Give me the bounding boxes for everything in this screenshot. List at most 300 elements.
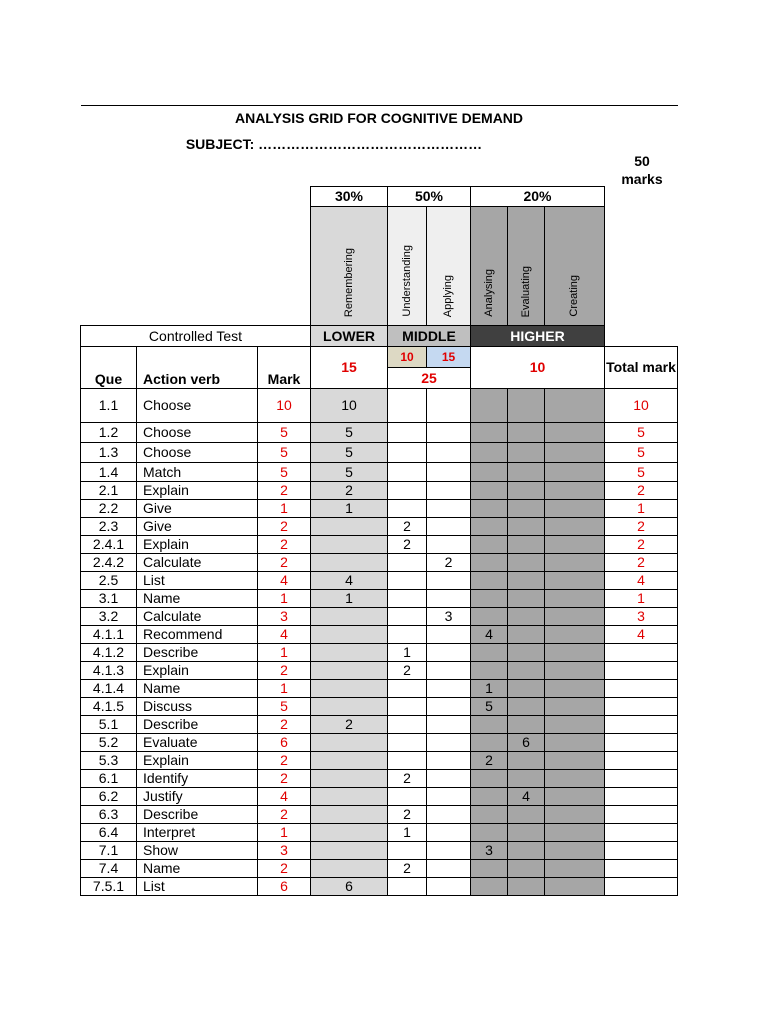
level-cell-applying xyxy=(427,572,471,590)
level-cell-applying xyxy=(427,389,471,423)
level-cell-creating xyxy=(545,500,605,518)
question-number: 2.5 xyxy=(81,572,137,590)
question-mark: 6 xyxy=(258,878,311,896)
level-cell-understanding: 2 xyxy=(388,806,427,824)
action-verb: Explain xyxy=(137,752,258,770)
level-cell-evaluating: 6 xyxy=(508,734,545,752)
question-number: 6.4 xyxy=(81,824,137,842)
question-mark: 2 xyxy=(258,518,311,536)
table-row xyxy=(81,734,678,752)
question-number: 7.5.1 xyxy=(81,878,137,896)
question-number: 6.3 xyxy=(81,806,137,824)
level-cell-analysing xyxy=(471,482,508,500)
level-cell-analysing: 4 xyxy=(471,626,508,644)
level-cell-understanding xyxy=(388,626,427,644)
analysis-grid xyxy=(80,186,678,896)
level-header-creating: Creating xyxy=(545,207,605,326)
question-number: 1.3 xyxy=(81,443,137,463)
level-cell-understanding xyxy=(388,554,427,572)
level-cell-remembering: 2 xyxy=(311,482,388,500)
level-cell-creating xyxy=(545,482,605,500)
action-verb: Show xyxy=(137,842,258,860)
level-cell-remembering: 5 xyxy=(311,423,388,443)
action-verb: List xyxy=(137,572,258,590)
level-cell-applying xyxy=(427,860,471,878)
question-number: 2.4.2 xyxy=(81,554,137,572)
page-title: ANALYSIS GRID FOR COGNITIVE DEMAND xyxy=(234,110,524,126)
level-cell-understanding: 1 xyxy=(388,644,427,662)
question-number: 4.1.5 xyxy=(81,698,137,716)
level-cell-remembering xyxy=(311,554,388,572)
level-cell-remembering: 1 xyxy=(311,500,388,518)
question-mark: 10 xyxy=(258,389,311,423)
level-cell-remembering xyxy=(311,626,388,644)
total-marks-note xyxy=(612,152,672,188)
band-middle: MIDDLE xyxy=(388,326,471,347)
table-row xyxy=(81,518,678,536)
level-cell-applying xyxy=(427,770,471,788)
level-cell-creating xyxy=(545,860,605,878)
level-cell-remembering: 4 xyxy=(311,572,388,590)
total-mark xyxy=(605,806,678,824)
level-cell-analysing xyxy=(471,716,508,734)
level-cell-evaluating xyxy=(508,572,545,590)
level-cell-evaluating xyxy=(508,554,545,572)
header-total-mark: Total mark xyxy=(605,347,678,389)
level-cell-evaluating xyxy=(508,608,545,626)
level-cell-remembering xyxy=(311,608,388,626)
level-cell-evaluating xyxy=(508,590,545,608)
total-mark xyxy=(605,680,678,698)
level-cell-evaluating xyxy=(508,806,545,824)
level-cell-creating xyxy=(545,878,605,896)
total-mark xyxy=(605,734,678,752)
level-cell-remembering xyxy=(311,842,388,860)
level-cell-remembering xyxy=(311,770,388,788)
question-number: 2.3 xyxy=(81,518,137,536)
table-row xyxy=(81,389,678,423)
total-mark xyxy=(605,698,678,716)
question-number: 5.2 xyxy=(81,734,137,752)
question-number: 4.1.3 xyxy=(81,662,137,680)
total-marks-unit: marks xyxy=(621,171,663,187)
level-cell-remembering xyxy=(311,644,388,662)
level-cell-analysing xyxy=(471,554,508,572)
level-cell-creating xyxy=(545,806,605,824)
lower-band-mark: 15 xyxy=(311,347,388,389)
level-cell-applying xyxy=(427,806,471,824)
level-cell-creating xyxy=(545,842,605,860)
level-cell-understanding xyxy=(388,463,427,482)
level-cell-analysing xyxy=(471,770,508,788)
level-cell-remembering: 1 xyxy=(311,590,388,608)
level-cell-remembering xyxy=(311,752,388,770)
total-mark xyxy=(605,824,678,842)
level-cell-analysing: 5 xyxy=(471,698,508,716)
level-cell-evaluating xyxy=(508,680,545,698)
level-cell-applying: 3 xyxy=(427,608,471,626)
level-cell-understanding xyxy=(388,482,427,500)
question-number: 4.1.2 xyxy=(81,644,137,662)
table-row xyxy=(81,662,678,680)
level-cell-evaluating xyxy=(508,500,545,518)
action-verb: Describe xyxy=(137,806,258,824)
level-cell-evaluating xyxy=(508,860,545,878)
total-mark: 1 xyxy=(605,590,678,608)
question-number: 4.1.1 xyxy=(81,626,137,644)
level-cell-analysing xyxy=(471,518,508,536)
level-cell-applying xyxy=(427,824,471,842)
level-cell-remembering xyxy=(311,536,388,554)
level-cell-creating xyxy=(545,608,605,626)
level-cell-remembering xyxy=(311,788,388,806)
understanding-band-mark: 10 xyxy=(388,347,427,368)
level-cell-evaluating xyxy=(508,423,545,443)
level-cell-analysing xyxy=(471,423,508,443)
total-mark: 4 xyxy=(605,572,678,590)
table-row xyxy=(81,842,678,860)
level-cell-evaluating xyxy=(508,752,545,770)
level-cell-creating xyxy=(545,698,605,716)
total-mark: 2 xyxy=(605,518,678,536)
header-action-verb: Action verb xyxy=(137,347,258,389)
total-mark xyxy=(605,644,678,662)
table-row xyxy=(81,572,678,590)
level-header-analysing: Analysing xyxy=(471,207,508,326)
total-mark xyxy=(605,878,678,896)
level-cell-analysing xyxy=(471,608,508,626)
level-cell-evaluating xyxy=(508,443,545,463)
level-cell-understanding: 2 xyxy=(388,770,427,788)
level-cell-creating xyxy=(545,662,605,680)
level-cell-creating xyxy=(545,734,605,752)
action-verb: Choose xyxy=(137,389,258,423)
table-row xyxy=(81,482,678,500)
level-cell-understanding xyxy=(388,752,427,770)
table-row xyxy=(81,536,678,554)
question-number: 1.4 xyxy=(81,463,137,482)
table-row xyxy=(81,608,678,626)
question-number: 2.1 xyxy=(81,482,137,500)
level-cell-evaluating xyxy=(508,518,545,536)
level-cell-understanding xyxy=(388,878,427,896)
level-cell-understanding xyxy=(388,608,427,626)
level-cell-analysing xyxy=(471,662,508,680)
level-cell-understanding xyxy=(388,443,427,463)
table-row xyxy=(81,463,678,482)
table-row xyxy=(81,554,678,572)
level-cell-evaluating xyxy=(508,482,545,500)
question-mark: 6 xyxy=(258,734,311,752)
action-verb: Explain xyxy=(137,662,258,680)
level-header-applying: Applying xyxy=(427,207,471,326)
table-row xyxy=(81,752,678,770)
level-cell-creating xyxy=(545,536,605,554)
question-number: 2.2 xyxy=(81,500,137,518)
level-cell-remembering: 10 xyxy=(311,389,388,423)
level-cell-applying xyxy=(427,536,471,554)
applying-band-mark: 15 xyxy=(427,347,471,368)
level-cell-creating xyxy=(545,626,605,644)
level-cell-creating xyxy=(545,554,605,572)
level-cell-evaluating xyxy=(508,716,545,734)
question-number: 7.1 xyxy=(81,842,137,860)
level-cell-creating xyxy=(545,752,605,770)
level-cell-applying xyxy=(427,463,471,482)
action-verb: Give xyxy=(137,500,258,518)
action-verb: Match xyxy=(137,463,258,482)
level-cell-understanding xyxy=(388,680,427,698)
level-cell-creating xyxy=(545,463,605,482)
level-cell-understanding xyxy=(388,590,427,608)
level-cell-applying xyxy=(427,842,471,860)
question-mark: 1 xyxy=(258,590,311,608)
level-cell-analysing xyxy=(471,644,508,662)
level-cell-evaluating xyxy=(508,878,545,896)
question-mark: 4 xyxy=(258,626,311,644)
total-mark: 1 xyxy=(605,500,678,518)
level-cell-understanding: 1 xyxy=(388,824,427,842)
level-cell-remembering xyxy=(311,734,388,752)
header-que: Que xyxy=(81,347,137,389)
level-cell-applying: 2 xyxy=(427,554,471,572)
level-cell-applying xyxy=(427,662,471,680)
table-row xyxy=(81,443,678,463)
table-row xyxy=(81,644,678,662)
question-mark: 2 xyxy=(258,554,311,572)
total-mark xyxy=(605,662,678,680)
lower-percentage: 30% xyxy=(311,187,388,207)
total-mark xyxy=(605,716,678,734)
question-mark: 4 xyxy=(258,788,311,806)
level-cell-understanding xyxy=(388,788,427,806)
table-row xyxy=(81,590,678,608)
question-number: 5.3 xyxy=(81,752,137,770)
level-cell-applying xyxy=(427,734,471,752)
subject-line: SUBJECT: ………………………………………… xyxy=(185,136,483,152)
level-cell-creating xyxy=(545,770,605,788)
total-mark: 5 xyxy=(605,423,678,443)
action-verb: Name xyxy=(137,680,258,698)
question-mark: 1 xyxy=(258,500,311,518)
total-mark: 5 xyxy=(605,443,678,463)
action-verb: Interpret xyxy=(137,824,258,842)
action-verb: Name xyxy=(137,590,258,608)
level-cell-understanding xyxy=(388,500,427,518)
total-mark xyxy=(605,770,678,788)
question-mark: 5 xyxy=(258,423,311,443)
band-higher: HIGHER xyxy=(471,326,605,347)
total-mark xyxy=(605,842,678,860)
total-mark: 3 xyxy=(605,608,678,626)
action-verb: Recommend xyxy=(137,626,258,644)
level-cell-applying xyxy=(427,482,471,500)
total-mark xyxy=(605,788,678,806)
band-lower: LOWER xyxy=(311,326,388,347)
question-number: 1.2 xyxy=(81,423,137,443)
level-cell-applying xyxy=(427,423,471,443)
action-verb: Explain xyxy=(137,482,258,500)
question-number: 3.2 xyxy=(81,608,137,626)
level-cell-remembering xyxy=(311,662,388,680)
level-cell-remembering xyxy=(311,824,388,842)
level-cell-evaluating xyxy=(508,770,545,788)
level-cell-evaluating xyxy=(508,536,545,554)
question-mark: 5 xyxy=(258,443,311,463)
action-verb: Choose xyxy=(137,443,258,463)
table-row xyxy=(81,500,678,518)
question-mark: 1 xyxy=(258,680,311,698)
level-cell-remembering xyxy=(311,698,388,716)
level-cell-creating xyxy=(545,518,605,536)
level-cell-analysing xyxy=(471,443,508,463)
total-mark: 2 xyxy=(605,554,678,572)
level-cell-creating xyxy=(545,788,605,806)
level-cell-remembering: 5 xyxy=(311,443,388,463)
table-row xyxy=(81,770,678,788)
question-mark: 2 xyxy=(258,482,311,500)
level-cell-understanding xyxy=(388,698,427,716)
question-mark: 2 xyxy=(258,662,311,680)
middle-percentage: 50% xyxy=(388,187,471,207)
level-cell-creating xyxy=(545,572,605,590)
question-mark: 2 xyxy=(258,536,311,554)
level-cell-applying xyxy=(427,698,471,716)
level-cell-analysing: 3 xyxy=(471,842,508,860)
level-cell-understanding: 2 xyxy=(388,518,427,536)
level-cell-creating xyxy=(545,644,605,662)
level-cell-understanding xyxy=(388,734,427,752)
total-mark: 5 xyxy=(605,463,678,482)
table-row xyxy=(81,698,678,716)
table-row xyxy=(81,716,678,734)
level-cell-understanding xyxy=(388,572,427,590)
question-mark: 2 xyxy=(258,716,311,734)
level-cell-evaluating xyxy=(508,842,545,860)
level-cell-applying xyxy=(427,716,471,734)
level-cell-analysing xyxy=(471,463,508,482)
middle-band-mark: 25 xyxy=(388,368,471,389)
action-verb: Calculate xyxy=(137,608,258,626)
question-number: 6.2 xyxy=(81,788,137,806)
question-mark: 1 xyxy=(258,644,311,662)
level-cell-understanding: 2 xyxy=(388,860,427,878)
level-cell-applying xyxy=(427,680,471,698)
question-mark: 3 xyxy=(258,842,311,860)
action-verb: Identify xyxy=(137,770,258,788)
level-cell-applying xyxy=(427,500,471,518)
level-cell-remembering: 5 xyxy=(311,463,388,482)
level-cell-evaluating xyxy=(508,698,545,716)
level-header-understanding: Understanding xyxy=(388,207,427,326)
level-cell-analysing xyxy=(471,389,508,423)
level-cell-evaluating xyxy=(508,463,545,482)
level-cell-remembering xyxy=(311,806,388,824)
level-cell-analysing xyxy=(471,824,508,842)
level-cell-creating xyxy=(545,590,605,608)
question-number: 2.4.1 xyxy=(81,536,137,554)
level-cell-understanding: 2 xyxy=(388,662,427,680)
level-cell-remembering: 2 xyxy=(311,716,388,734)
total-mark xyxy=(605,752,678,770)
level-header-evaluating: Evaluating xyxy=(508,207,545,326)
top-rule xyxy=(81,105,678,106)
table-row xyxy=(81,860,678,878)
level-cell-understanding xyxy=(388,389,427,423)
level-cell-applying xyxy=(427,443,471,463)
level-cell-analysing xyxy=(471,806,508,824)
level-cell-evaluating xyxy=(508,389,545,423)
level-cell-remembering xyxy=(311,518,388,536)
higher-percentage: 20% xyxy=(471,187,605,207)
question-mark: 2 xyxy=(258,770,311,788)
level-cell-analysing: 2 xyxy=(471,752,508,770)
question-number: 4.1.4 xyxy=(81,680,137,698)
level-cell-evaluating xyxy=(508,644,545,662)
question-number: 3.1 xyxy=(81,590,137,608)
action-verb: Name xyxy=(137,860,258,878)
action-verb: Explain xyxy=(137,536,258,554)
action-verb: Evaluate xyxy=(137,734,258,752)
level-cell-analysing xyxy=(471,878,508,896)
table-row xyxy=(81,788,678,806)
level-cell-creating xyxy=(545,824,605,842)
level-cell-analysing: 1 xyxy=(471,680,508,698)
action-verb: Give xyxy=(137,518,258,536)
level-cell-understanding: 2 xyxy=(388,536,427,554)
level-cell-creating xyxy=(545,423,605,443)
table-row xyxy=(81,423,678,443)
question-mark: 2 xyxy=(258,806,311,824)
level-cell-remembering xyxy=(311,680,388,698)
header-mark: Mark xyxy=(258,347,311,389)
level-cell-evaluating xyxy=(508,824,545,842)
action-verb: Describe xyxy=(137,716,258,734)
total-mark: 2 xyxy=(605,536,678,554)
question-mark: 4 xyxy=(258,572,311,590)
level-cell-evaluating xyxy=(508,662,545,680)
action-verb: Describe xyxy=(137,644,258,662)
question-mark: 5 xyxy=(258,463,311,482)
level-cell-applying xyxy=(427,644,471,662)
level-cell-analysing xyxy=(471,788,508,806)
level-cell-creating xyxy=(545,680,605,698)
table-row xyxy=(81,680,678,698)
question-mark: 2 xyxy=(258,752,311,770)
total-marks-value: 50 xyxy=(634,153,650,169)
level-cell-creating xyxy=(545,389,605,423)
level-cell-understanding xyxy=(388,842,427,860)
level-cell-applying xyxy=(427,518,471,536)
higher-band-mark: 10 xyxy=(471,347,605,389)
level-cell-applying xyxy=(427,752,471,770)
level-cell-remembering xyxy=(311,860,388,878)
level-cell-applying xyxy=(427,590,471,608)
total-mark: 10 xyxy=(605,389,678,423)
level-cell-creating xyxy=(545,716,605,734)
total-mark: 2 xyxy=(605,482,678,500)
action-verb: Justify xyxy=(137,788,258,806)
action-verb: Choose xyxy=(137,423,258,443)
level-cell-creating xyxy=(545,443,605,463)
level-cell-remembering: 6 xyxy=(311,878,388,896)
question-mark: 5 xyxy=(258,698,311,716)
level-cell-applying xyxy=(427,788,471,806)
question-number: 1.1 xyxy=(81,389,137,423)
question-mark: 2 xyxy=(258,860,311,878)
question-number: 5.1 xyxy=(81,716,137,734)
level-cell-understanding xyxy=(388,423,427,443)
